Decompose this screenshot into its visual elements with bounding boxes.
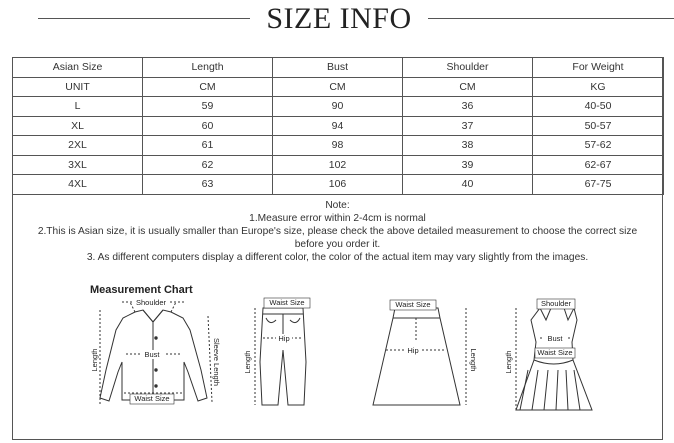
size-table bbox=[12, 57, 664, 195]
shirt-shoulder-label: Shoulder bbox=[135, 298, 167, 307]
notes bbox=[12, 199, 663, 264]
dress-length-label: Length bbox=[504, 350, 513, 374]
table-cell: 106 bbox=[273, 175, 403, 195]
shirt-waist-label: Waist Size bbox=[134, 394, 170, 403]
table-row bbox=[13, 77, 664, 97]
table-row bbox=[13, 97, 664, 117]
table-cell: 94 bbox=[273, 116, 403, 136]
header-rule-right bbox=[428, 18, 674, 19]
skirt-waist-label: Waist Size bbox=[395, 300, 431, 309]
shirt-bust-label: Bust bbox=[144, 350, 160, 359]
table-row bbox=[13, 155, 664, 175]
note-line-3: 3. As different computers display a different color, the color of the actual item may vary slightly from the images. bbox=[86, 252, 589, 263]
table-cell: 37 bbox=[403, 116, 533, 136]
table-cell: 4XL bbox=[13, 175, 143, 195]
header bbox=[0, 0, 674, 42]
table-cell: 3XL bbox=[13, 155, 143, 175]
pants-waist-label: Waist Size bbox=[269, 298, 305, 307]
measurement-chart-title: Measurement Chart bbox=[90, 284, 193, 296]
skirt-hip-label: Hip bbox=[407, 346, 419, 355]
table-cell: 59 bbox=[143, 97, 273, 117]
table-cell: UNIT bbox=[13, 77, 143, 97]
table-cell: 38 bbox=[403, 136, 533, 156]
table-cell: 67-75 bbox=[533, 175, 664, 195]
header-cell: Length bbox=[143, 58, 273, 78]
header-cell: Bust bbox=[273, 58, 403, 78]
table-cell: 40 bbox=[403, 175, 533, 195]
dress-waist-label: Waist Size bbox=[537, 348, 573, 357]
dress-diagram bbox=[516, 308, 592, 410]
skirt-diagram bbox=[373, 308, 466, 405]
header-cell: For Weight bbox=[533, 58, 664, 78]
note-line-2a: 2.This is Asian size, it is usually smaller than Europe's size, please check the above detailed measurement to choose the correct size bbox=[37, 226, 638, 237]
table-cell: CM bbox=[143, 77, 273, 97]
table-cell: CM bbox=[273, 77, 403, 97]
table-cell: 57-62 bbox=[533, 136, 664, 156]
measurement-diagrams bbox=[0, 270, 674, 440]
table-cell: 39 bbox=[403, 155, 533, 175]
note-line-1: 1.Measure error within 2-4cm is normal bbox=[249, 213, 426, 224]
dress-shoulder-label: Shoulder bbox=[540, 299, 572, 308]
dress-outline-icon bbox=[516, 308, 592, 410]
table-cell: 62-67 bbox=[533, 155, 664, 175]
table-cell: 61 bbox=[143, 136, 273, 156]
table-row bbox=[13, 116, 664, 136]
table-cell: L bbox=[13, 97, 143, 117]
table-cell: 102 bbox=[273, 155, 403, 175]
table-cell: CM bbox=[403, 77, 533, 97]
measurement-chart bbox=[0, 270, 674, 440]
table-cell: 60 bbox=[143, 116, 273, 136]
table-cell: 98 bbox=[273, 136, 403, 156]
table-cell: KG bbox=[533, 77, 664, 97]
table-row bbox=[13, 175, 664, 195]
pants-diagram bbox=[255, 308, 306, 405]
table-cell: 90 bbox=[273, 97, 403, 117]
page-title: SIZE INFO bbox=[266, 2, 412, 35]
notes-title: Note: bbox=[325, 200, 350, 211]
header-cell: Asian Size bbox=[13, 58, 143, 78]
table-cell: 40-50 bbox=[533, 97, 664, 117]
table-row bbox=[13, 136, 664, 156]
shirt-length-label: Length bbox=[90, 348, 99, 372]
shirt-sleeve-label: Sleeve Length bbox=[212, 338, 221, 386]
header-cell: Shoulder bbox=[403, 58, 533, 78]
table-cell: 63 bbox=[143, 175, 273, 195]
skirt-length-label: Length bbox=[469, 348, 478, 372]
table-cell: 2XL bbox=[13, 136, 143, 156]
note-line-2b: before you order it. bbox=[294, 239, 381, 250]
pants-hip-label: Hip bbox=[278, 334, 290, 343]
table-cell: 36 bbox=[403, 97, 533, 117]
header-rule-left bbox=[38, 18, 250, 19]
dress-bust-label: Bust bbox=[547, 334, 563, 343]
table-cell: 50-57 bbox=[533, 116, 664, 136]
table-cell: XL bbox=[13, 116, 143, 136]
pants-length-label: Length bbox=[243, 350, 252, 374]
table-header-row bbox=[13, 58, 664, 78]
table-cell: 62 bbox=[143, 155, 273, 175]
